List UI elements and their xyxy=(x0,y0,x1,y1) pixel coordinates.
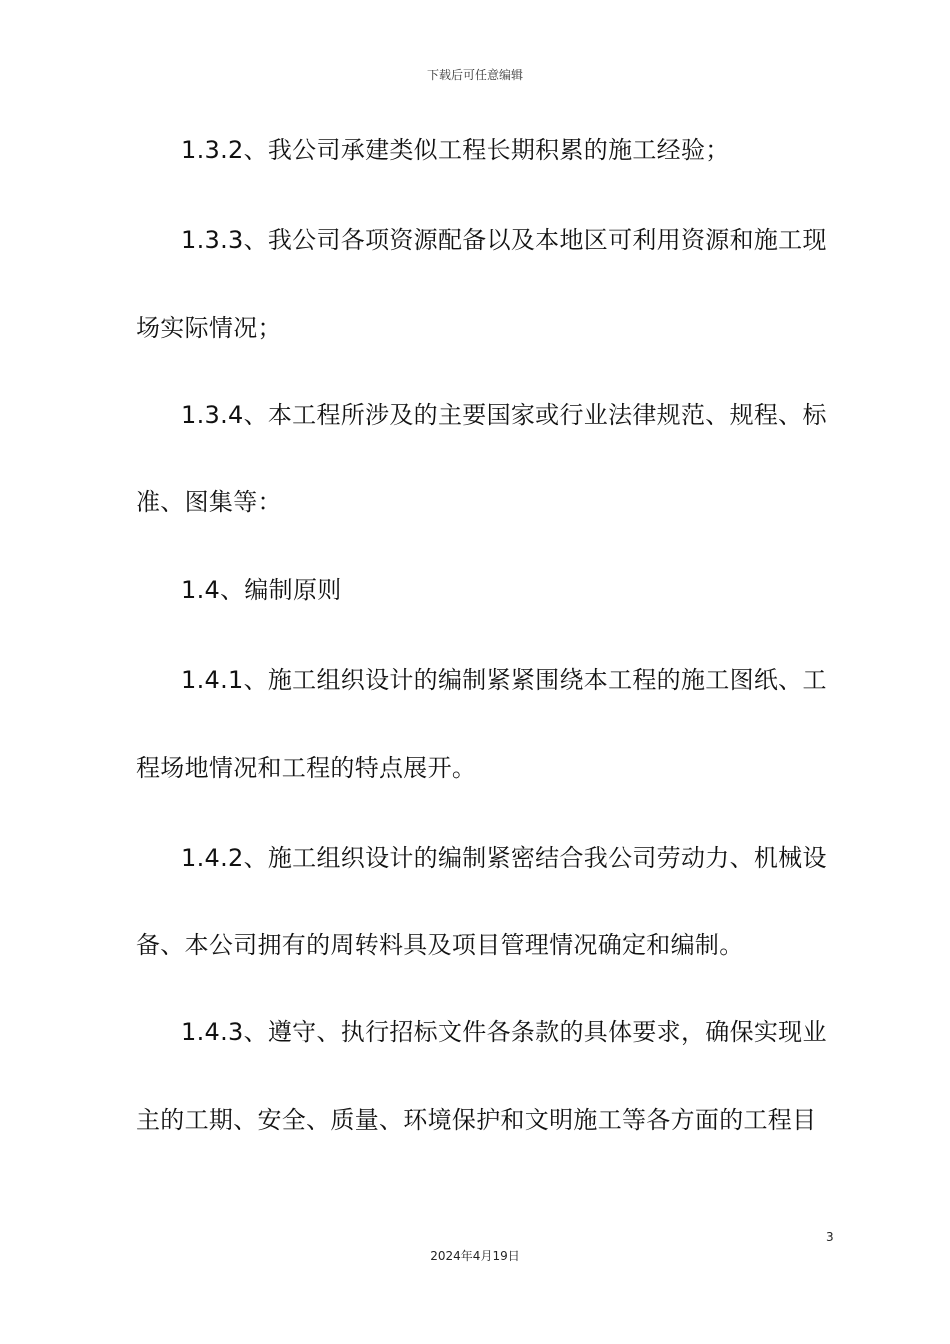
page-header: 下载后可任意编辑 xyxy=(426,68,523,82)
paragraph-1-3-4-line-1: 1.3.4、本工程所涉及的主要国家或行业法律规范、规程、标 xyxy=(181,401,827,429)
paragraph-1-4-2-line-1: 1.4.2、施工组织设计的编制紧密结合我公司劳动力、机械设 xyxy=(181,844,827,872)
paragraph-1-4-1-line-1: 1.4.1、施工组织设计的编制紧紧围绕本工程的施工图纸、工 xyxy=(181,666,827,694)
paragraph-1-3-4-line-2: 准、图集等： xyxy=(136,488,282,516)
page-number: 3 xyxy=(826,1230,834,1244)
footer-date: 2024年4月19日 xyxy=(430,1249,520,1263)
paragraph-1-4-3-line-2: 主的工期、安全、质量、环境保护和文明施工等各方面的工程目 xyxy=(136,1106,817,1134)
paragraph-1-4-2-line-2: 备、本公司拥有的周转料具及项目管理情况确定和编制。 xyxy=(136,931,744,959)
paragraph-1-4-3-line-1: 1.4.3、遵守、执行招标文件各条款的具体要求，确保实现业 xyxy=(181,1018,827,1046)
paragraph-1-4-1-line-2: 程场地情况和工程的特点展开。 xyxy=(136,754,477,782)
paragraph-1-3-3-line-1: 1.3.3、我公司各项资源配备以及本地区可利用资源和施工现 xyxy=(181,226,827,254)
paragraph-1-3-2-line-1: 1.3.2、我公司承建类似工程长期积累的施工经验； xyxy=(181,136,730,164)
section-heading-1-4: 1.4、编制原则 xyxy=(181,576,342,604)
paragraph-1-3-3-line-2: 场实际情况； xyxy=(136,314,282,342)
